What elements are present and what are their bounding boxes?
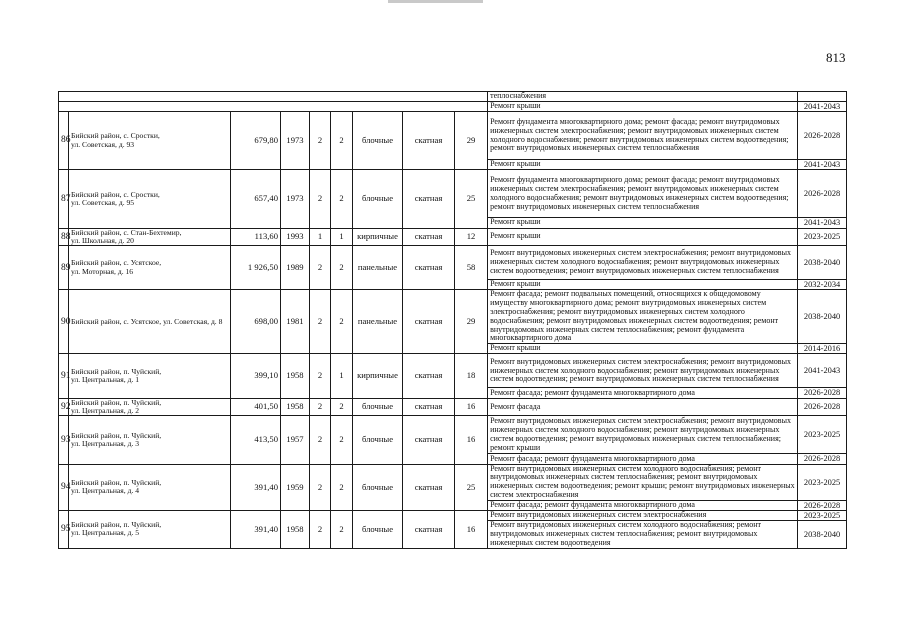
table-row <box>59 511 847 521</box>
work-cell: Ремонт внутридомовых инженерных систем электроснабжения; ремонт внутридомовых инженерных систем холодного водоснабжения; ремонт внутридомовых инженерных систем водоотведения; ремонт внутридомовых инженерных систем теплоснабжения <box>488 354 798 388</box>
period-cell: 2026-2028 <box>798 388 847 398</box>
year-cell: 1959 <box>281 464 310 510</box>
address-line-1: Бийский район, п. Чуйский, <box>71 366 162 376</box>
entrances-cell: 1 <box>331 228 353 246</box>
address-line-2: ул. Центральная, д. 1 <box>71 375 140 385</box>
period-cell: 2041-2043 <box>798 218 847 228</box>
address-line-1: Бийский район, п. Чуйский, <box>71 397 162 407</box>
walls-cell: блочные <box>353 398 403 416</box>
row-number: 94 <box>59 464 69 510</box>
floors-cell: 2 <box>310 511 331 549</box>
work-cell: Ремонт фасада <box>488 398 798 416</box>
period-cell: 2038-2040 <box>798 290 847 344</box>
period-cell: 2014-2016 <box>798 344 847 354</box>
apartments-cell: 12 <box>455 228 488 246</box>
floors-cell: 2 <box>310 290 331 354</box>
apartments-cell: 29 <box>455 112 488 170</box>
roof-cell: скатная <box>403 354 455 398</box>
area-cell: 113,60 <box>231 228 281 246</box>
apartments-cell: 16 <box>455 511 488 549</box>
area-cell: 413,50 <box>231 416 281 464</box>
year-cell: 1958 <box>281 511 310 549</box>
work-cell: Ремонт крыши <box>488 228 798 246</box>
row-number: 88 <box>59 228 69 246</box>
apartments-cell: 16 <box>455 416 488 464</box>
address-cell <box>69 246 231 290</box>
apartments-cell: 25 <box>455 170 488 228</box>
floors-cell: 2 <box>310 398 331 416</box>
row-number: 89 <box>59 246 69 290</box>
apartments-cell: 18 <box>455 354 488 398</box>
work-cell: Ремонт крыши <box>488 218 798 228</box>
address-line-2: ул. Советская, д. 93 <box>71 139 135 149</box>
apartments-cell: 58 <box>455 246 488 290</box>
year-cell: 1957 <box>281 416 310 464</box>
row-number: 91 <box>59 354 69 398</box>
address-line-1: Бийский район, с. Усятское, ул. Советская, д. 8 <box>71 316 223 326</box>
period-cell: 2023-2025 <box>798 464 847 500</box>
period-cell: 2026-2028 <box>798 500 847 510</box>
scan-artifact <box>388 0 483 3</box>
walls-cell: панельные <box>353 290 403 354</box>
area-cell: 391,40 <box>231 464 281 510</box>
address-line-2: ул. Центральная, д. 5 <box>71 528 140 538</box>
address-line-1: Бийский район, п. Чуйский, <box>71 519 162 529</box>
period-cell: 2026-2028 <box>798 398 847 416</box>
year-cell: 1958 <box>281 354 310 398</box>
year-cell: 1981 <box>281 290 310 354</box>
apartments-cell: 29 <box>455 290 488 354</box>
year-cell: 1989 <box>281 246 310 290</box>
work-cell: Ремонт внутридомовых инженерных систем электроснабжения; ремонт внутридомовых инженерных систем холодного водоснабжения; ремонт внутридомовых инженерных систем водоотведения; ремонт внутридомовых инженерных систем теплоснабжения <box>488 246 798 280</box>
roof-cell: скатная <box>403 416 455 464</box>
entrances-cell: 2 <box>331 416 353 464</box>
period-cell: 2023-2025 <box>798 511 847 521</box>
year-cell: 1993 <box>281 228 310 246</box>
row-number: 95 <box>59 511 69 549</box>
period-cell: 2038-2040 <box>798 521 847 548</box>
table-row <box>59 112 847 160</box>
period-cell: 2041-2043 <box>798 160 847 170</box>
floors-cell: 2 <box>310 416 331 464</box>
roof-cell: скатная <box>403 170 455 228</box>
entrances-cell: 2 <box>331 511 353 549</box>
entrances-cell: 2 <box>331 170 353 228</box>
table-row <box>59 92 847 102</box>
area-cell: 679,80 <box>231 112 281 170</box>
entrances-cell: 2 <box>331 464 353 510</box>
walls-cell: панельные <box>353 246 403 290</box>
housing-register-table <box>58 91 847 549</box>
address-cell <box>69 170 231 228</box>
apartments-cell: 16 <box>455 398 488 416</box>
floors-cell: 1 <box>310 228 331 246</box>
address-line-2: ул. Советская, д. 95 <box>71 197 135 207</box>
table-row <box>59 170 847 218</box>
address-line-1: Бийский район, с. Сростки, <box>71 189 160 199</box>
address-cell <box>69 354 231 398</box>
table-row <box>59 354 847 388</box>
row-number: 90 <box>59 290 69 354</box>
period-cell: 2026-2028 <box>798 112 847 160</box>
address-line-2: ул. Центральная, д. 2 <box>71 406 140 416</box>
walls-cell: блочные <box>353 511 403 549</box>
area-cell: 401,50 <box>231 398 281 416</box>
address-cell <box>69 112 231 170</box>
period-cell: 2023-2025 <box>798 416 847 454</box>
address-line-2: ул. Центральная, д. 3 <box>71 438 140 448</box>
walls-cell: блочные <box>353 112 403 170</box>
work-cell: Ремонт внутридомовых инженерных систем электроснабжения <box>488 511 798 521</box>
area-cell: 657,40 <box>231 170 281 228</box>
work-cell: Ремонт крыши <box>488 280 798 290</box>
empty-cell <box>59 101 488 111</box>
area-cell: 698,00 <box>231 290 281 354</box>
row-number: 86 <box>59 112 69 170</box>
floors-cell: 2 <box>310 170 331 228</box>
address-line-1: Бийский район, с. Сростки, <box>71 131 160 141</box>
walls-cell: кирпичные <box>353 354 403 398</box>
walls-cell: блочные <box>353 464 403 510</box>
table-row <box>59 398 847 416</box>
area-cell: 399,10 <box>231 354 281 398</box>
entrances-cell: 2 <box>331 246 353 290</box>
address-line-2: ул. Моторная, д. 16 <box>71 266 134 276</box>
table-row <box>59 246 847 280</box>
address-cell <box>69 290 231 354</box>
period-cell: 2023-2025 <box>798 228 847 246</box>
address-cell <box>69 398 231 416</box>
period-cell: 2041-2043 <box>798 354 847 388</box>
table-row <box>59 416 847 454</box>
work-cell: Ремонт крыши <box>488 101 798 111</box>
roof-cell: скатная <box>403 290 455 354</box>
row-number: 92 <box>59 398 69 416</box>
address-cell <box>69 228 231 246</box>
address-line-1: Бийский район, с. Стан-Бехтемир, <box>71 227 182 237</box>
walls-cell: блочные <box>353 416 403 464</box>
address-line-1: Бийский район, п. Чуйский, <box>71 430 162 440</box>
roof-cell: скатная <box>403 228 455 246</box>
row-number: 87 <box>59 170 69 228</box>
work-cell: Ремонт внутридомовых инженерных систем холодного водоснабжения; ремонт внутридомовых инженерных систем теплоснабжения; ремонт внутридомовых инженерных систем водоотведения <box>488 521 798 548</box>
apartments-cell: 25 <box>455 464 488 510</box>
entrances-cell: 2 <box>331 398 353 416</box>
work-cell: Ремонт фундамента многоквартирного дома; ремонт фасада; ремонт внутридомовых инженерных систем электроснабжения; ремонт внутридомовых инженерных систем холодного водоснабжения; ремонт внутридомовых инженерных систем водоотведения; ремонт внутридомовых инженерных систем теплоснабжения <box>488 112 798 160</box>
work-cell: Ремонт крыши <box>488 344 798 354</box>
roof-cell: скатная <box>403 511 455 549</box>
entrances-cell: 2 <box>331 112 353 170</box>
table-row <box>59 464 847 500</box>
work-cell: Ремонт фасада; ремонт фундамента многоквартирного дома <box>488 454 798 464</box>
address-line-2: ул. Центральная, д. 4 <box>71 486 140 496</box>
work-cell: теплоснабжения <box>488 92 798 102</box>
work-cell: Ремонт внутридомовых инженерных систем холодного водоснабжения; ремонт внутридомовых инженерных систем теплоснабжения; ремонт внутридомовых инженерных систем водоотведения; ремонт крыши; ремонт внутридомовых инженерных систем электроснабжения <box>488 464 798 500</box>
address-cell <box>69 511 231 549</box>
floors-cell: 2 <box>310 246 331 290</box>
roof-cell: скатная <box>403 398 455 416</box>
walls-cell: кирпичные <box>353 228 403 246</box>
period-cell: 2032-2034 <box>798 280 847 290</box>
entrances-cell: 1 <box>331 354 353 398</box>
roof-cell: скатная <box>403 246 455 290</box>
year-cell: 1973 <box>281 170 310 228</box>
row-number: 93 <box>59 416 69 464</box>
period-cell: 2026-2028 <box>798 170 847 218</box>
floors-cell: 2 <box>310 464 331 510</box>
address-cell <box>69 464 231 510</box>
work-cell: Ремонт фасада; ремонт фундамента многоквартирного дома <box>488 388 798 398</box>
table-row <box>59 290 847 344</box>
table-row <box>59 101 847 111</box>
period-cell: 2026-2028 <box>798 454 847 464</box>
work-cell: Ремонт фасада; ремонт фундамента многоквартирного дома <box>488 500 798 510</box>
period-cell: 2041-2043 <box>798 101 847 111</box>
work-cell: Ремонт внутридомовых инженерных систем электроснабжения; ремонт внутридомовых инженерных систем холодного водоснабжения; ремонт внутридомовых инженерных систем водоотведения; ремонт внутридомовых инженерных систем теплоснабжения; ремонт крыши <box>488 416 798 454</box>
work-cell: Ремонт фундамента многоквартирного дома; ремонт фасада; ремонт внутридомовых инженерных систем электроснабжения; ремонт внутридомовых инженерных систем холодного водоснабжения; ремонт внутридомовых инженерных систем водоотведения; ремонт внутридомовых инженерных систем теплоснабжения <box>488 170 798 218</box>
page-number: 813 <box>826 50 846 65</box>
floors-cell: 2 <box>310 354 331 398</box>
area-cell: 391,40 <box>231 511 281 549</box>
empty-cell <box>59 92 488 102</box>
address-line-1: Бийский район, п. Чуйский, <box>71 477 162 487</box>
period-cell <box>798 92 847 102</box>
period-cell: 2038-2040 <box>798 246 847 280</box>
year-cell: 1973 <box>281 112 310 170</box>
work-cell: Ремонт фасада; ремонт подвальных помещений, относящихся к общедомовому имуществу многоквартирного дома; ремонт внутридомовых инженерных систем электроснабжения; ремонт внутридомовых инженерных систем холодного водоснабжения; ремонт внутридомовых инженерных систем водоотведения; ремонт внутридомовых инженерных систем теплоснабжения; ремонт фундамента многоквартирного дома <box>488 290 798 344</box>
address-line-1: Бийский район, с. Усятское, <box>71 258 162 268</box>
table-row <box>59 228 847 246</box>
roof-cell: скатная <box>403 112 455 170</box>
entrances-cell: 2 <box>331 290 353 354</box>
address-line-2: ул. Школьная, д. 20 <box>71 235 134 245</box>
address-cell <box>69 416 231 464</box>
walls-cell: блочные <box>353 170 403 228</box>
work-cell: Ремонт крыши <box>488 160 798 170</box>
roof-cell: скатная <box>403 464 455 510</box>
floors-cell: 2 <box>310 112 331 170</box>
area-cell: 1 926,50 <box>231 246 281 290</box>
year-cell: 1958 <box>281 398 310 416</box>
